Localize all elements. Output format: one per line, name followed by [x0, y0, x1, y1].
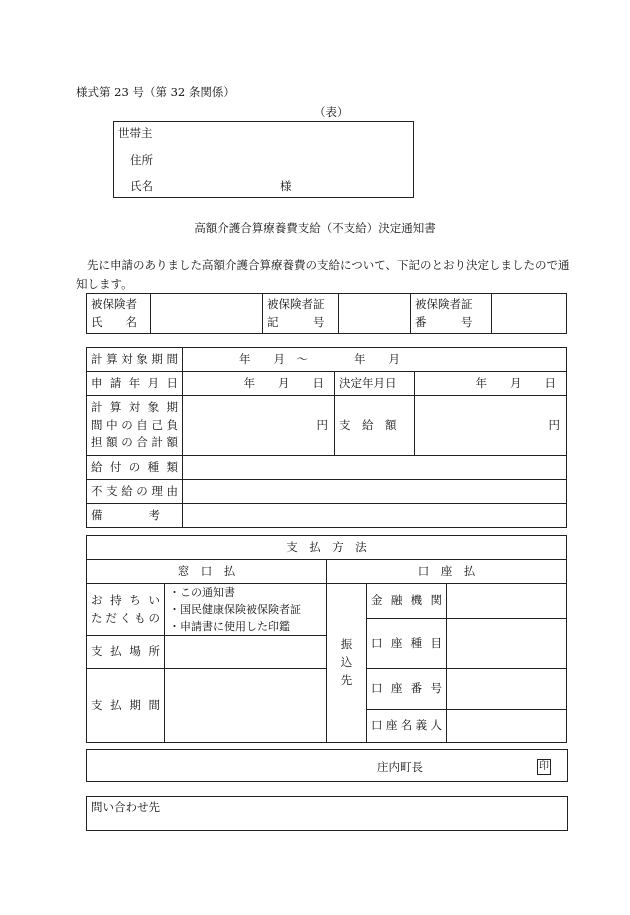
period-value[interactable]: 年 月 ～ 年 月	[183, 348, 567, 372]
account-type-label: 口座種目	[367, 619, 447, 669]
seal-stamp-icon: 印	[537, 759, 551, 775]
honorific-label: 様	[280, 179, 292, 193]
payment-amount-value[interactable]	[415, 396, 567, 456]
bring-items-label: お 持 ち い ただくもの	[87, 584, 165, 636]
benefit-type-label: 給付の種類	[87, 456, 183, 480]
decision-date-value[interactable]: 年 月 日	[415, 372, 567, 396]
remarks-label: 備 考	[87, 504, 183, 528]
account-type-field[interactable]	[447, 619, 567, 669]
document-title: 高額介護合算療養費支給（不支給）決定通知書	[194, 221, 436, 235]
remarks-field[interactable]	[183, 504, 567, 528]
non-payment-reason-label: 不支給の理由	[87, 480, 183, 504]
transfer-destination-label: 振 込 先	[327, 584, 367, 743]
burden-total-label: 計算対象期 間中の自己負 担額の合計額	[87, 396, 183, 456]
form-number: 様式第 23 号（第 32 条関係）	[76, 85, 235, 99]
bring-items-list	[165, 584, 327, 636]
payment-period-field[interactable]	[165, 669, 327, 743]
application-date-value[interactable]: 年 月 日	[183, 372, 335, 396]
cert-number-label: 被保険者証 番 号	[411, 294, 492, 334]
non-payment-reason-field[interactable]	[183, 480, 567, 504]
householder-label: 世帯主	[118, 126, 153, 140]
benefit-type-field[interactable]	[183, 456, 567, 480]
intro-text: 先に申請のありました高額介護合算療養費の支給について、下記のとおり決定しましたので通知します。	[76, 258, 570, 291]
burden-total-value[interactable]	[183, 396, 335, 456]
payment-place-field[interactable]	[165, 636, 327, 669]
payment-method-title: 支 払 方 法	[87, 536, 567, 560]
yen-unit: 円	[316, 417, 328, 432]
account-number-label: 口座番号	[367, 669, 447, 710]
front-label: （表）	[314, 105, 349, 119]
yen-unit: 円	[548, 417, 560, 432]
address-box	[113, 121, 414, 198]
counter-payment-title: 窓 口 払	[87, 560, 327, 584]
period-label: 計算対象期間	[87, 348, 183, 372]
contact-label: 問い合わせ先	[91, 800, 160, 814]
insured-name-field[interactable]	[151, 294, 263, 334]
insured-table	[86, 293, 567, 334]
payment-amount-label: 支 給 額	[335, 396, 415, 456]
list-item: ・申請書に使用した印鑑	[169, 620, 290, 634]
account-number-field[interactable]	[447, 669, 567, 710]
application-date-label: 申請年月日	[87, 372, 183, 396]
issuer-mayor: 庄内町長	[377, 760, 423, 774]
name-label: 氏名	[130, 179, 153, 193]
decision-date-label: 決定年月日	[335, 372, 415, 396]
account-payment-title: 口 座 払	[327, 560, 567, 584]
payment-period-label: 支払期間	[87, 669, 165, 743]
account-holder-field[interactable]	[447, 710, 567, 743]
seal-mark	[537, 758, 551, 775]
cert-number-field[interactable]	[492, 294, 567, 334]
cert-symbol-label: 被保険者証 記 号	[263, 294, 339, 334]
list-item: ・この通知書	[169, 586, 235, 599]
insured-name-label: 被保険者 氏 名	[87, 294, 151, 334]
account-holder-label: 口座名義人	[367, 710, 447, 743]
cert-symbol-field[interactable]	[339, 294, 411, 334]
payment-method-table	[86, 535, 567, 743]
payment-place-label: 支払場所	[87, 636, 165, 669]
bank-label: 金融機関	[367, 584, 447, 619]
list-item: ・国民健康保険被保険者証	[169, 603, 301, 617]
address-label: 住所	[130, 153, 153, 167]
bank-field[interactable]	[447, 584, 567, 619]
calculation-table	[86, 347, 567, 528]
issuer-box	[86, 749, 568, 782]
contact-box	[86, 796, 568, 831]
